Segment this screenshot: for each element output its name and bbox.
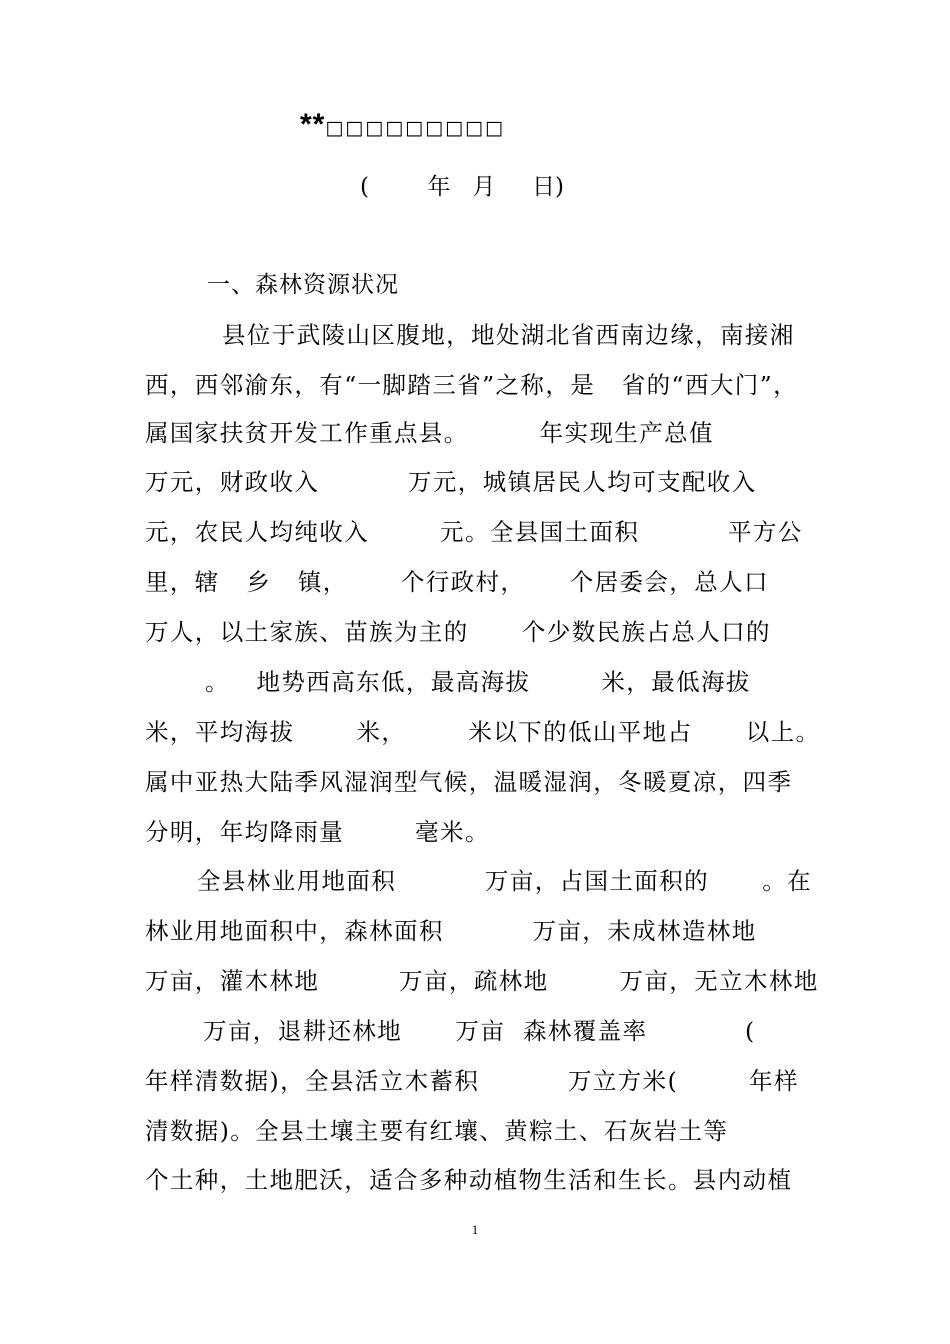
body-line: 属中亚热大陆季风湿润型气候，温暖湿润，冬暖夏凉，四季 xyxy=(145,768,793,796)
body-line: 县位于武陵山区腹地，地处湖北省西南边缘，南接湘 xyxy=(222,321,795,349)
body-line: 属国家扶贫开发工作重点县。 年实现生产总值 xyxy=(145,419,714,447)
body-line: 年样清数据)，全县活立木蓄积 万立方米( 年样 xyxy=(145,1067,799,1095)
title-text: □□□□□□□□□ xyxy=(325,117,505,139)
body-line: 万亩，退耕还林地 万亩 森林覆盖率 ( xyxy=(203,1017,756,1045)
body-line: 清数据)。全县土壤主要有红壤、黄粽土、石灰岩土等 xyxy=(145,1117,729,1145)
body-line: 里，辖 乡 镇， 个行政村， 个居委会，总人口 xyxy=(145,568,769,596)
body-line: 西，西邻渝东，有“一脚踏三省”之称，是 省的“西大门”， xyxy=(145,371,798,399)
body-line: 万亩，灌木林地 万亩，疏林地 万亩，无立木林地 xyxy=(145,967,819,995)
page-number: 1 xyxy=(471,1222,479,1237)
body-line: 元，农民人均纯收入 元。全县国土面积 平方公 xyxy=(145,518,803,546)
body-line: 个土种，土地肥沃，适合多种动植物生活和生长。县内动植 xyxy=(145,1166,793,1194)
section-heading: 一、森林资源状况 xyxy=(207,272,399,298)
body-line: 米，平均海拔 米， 米以下的低山平地占 以上。 xyxy=(145,718,821,746)
body-line: 万人，以土家族、苗族为主的 个少数民族占总人口的 xyxy=(145,618,771,646)
body-line: 分明，年均降雨量 毫米。 xyxy=(145,818,490,846)
body-line: 。 地势西高东低，最高海拔 米，最低海拔 xyxy=(205,668,751,696)
date-line: ( 年 月 日) xyxy=(360,174,564,200)
document-title xyxy=(300,108,700,142)
body-line: 林业用地面积中，森林面积 万亩，未成林造林地 xyxy=(145,917,757,945)
title-prefix: ** xyxy=(300,108,326,141)
body-line: 万元，财政收入 万元，城镇居民人均可支配收入 xyxy=(145,468,757,496)
body-line: 全县林业用地面积 万亩，占国土面积的 。在 xyxy=(197,867,813,895)
